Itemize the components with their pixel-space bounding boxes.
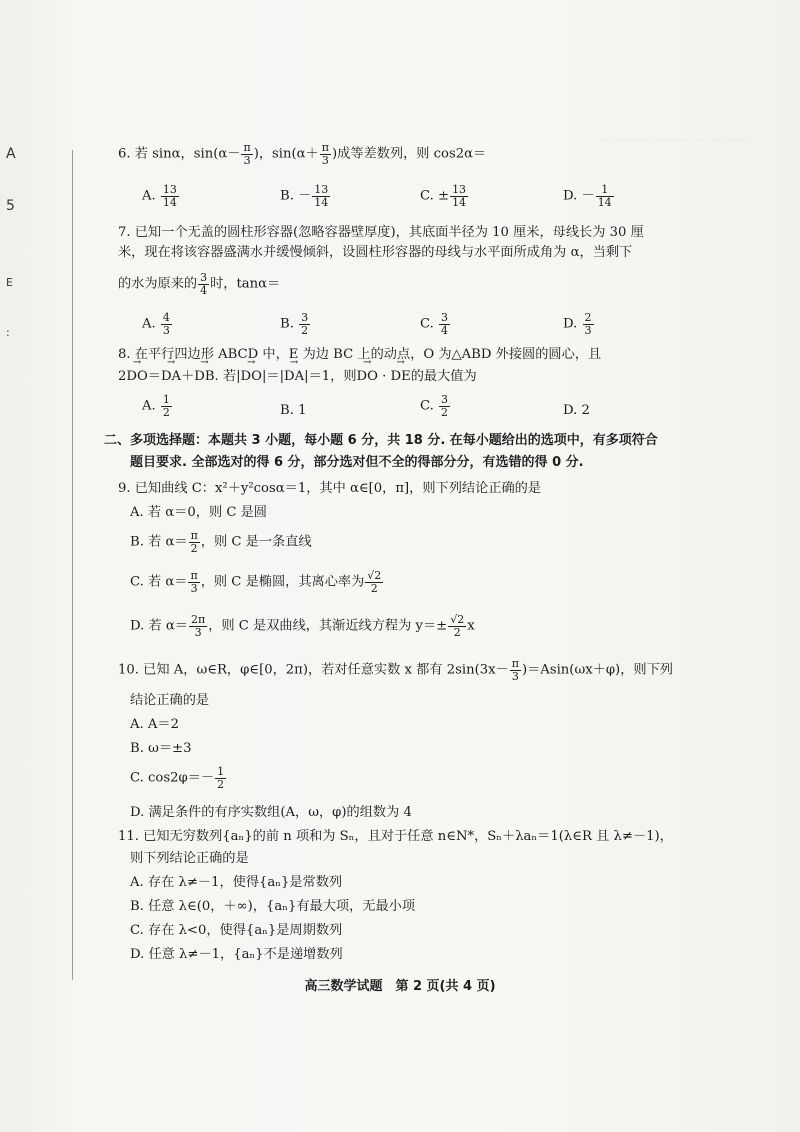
q7-text-b: 时，tanα＝ <box>210 276 281 292</box>
vector-do: → DO <box>126 368 147 386</box>
q9-opt-c-frac <box>188 570 199 594</box>
page-footer: 高三数学试题 第 2 页(共 4 页) <box>304 979 496 994</box>
q6-frac-2-num: π <box>321 141 329 154</box>
q6-opt-b-label: B. － <box>280 188 312 204</box>
q6-opt-a-label: A. <box>142 188 156 204</box>
q7-opt-a-num: 4 <box>162 311 170 324</box>
vector-da-2: → DA <box>284 368 304 386</box>
q9-opt-d-frac-2 <box>448 614 466 638</box>
q10-opt-c-den: 2 <box>217 777 225 791</box>
q10-text-a: 10. 已知 A，ω∈R，φ∈[0，2π)，若对任意实数 x 都有 2sin(3x－ <box>118 662 509 678</box>
question-9-stem: 9. 已知曲线 C：x²＋y²cosα＝1，其中 α∈[0，π]，则下列结论正确的是 <box>118 481 542 496</box>
q6-opt-a-frac <box>161 184 179 208</box>
q8-text-d: . 若| <box>214 369 241 384</box>
section-2-heading: 二、多项选择题：本题共 3 小题，每小题 6 分，共 18 分. 在每小题给出的选项中，有多项符合 <box>104 433 658 448</box>
bleed-through <box>600 140 750 181</box>
q8-option-c <box>420 394 451 418</box>
q10-option-c <box>130 766 227 790</box>
q6-opt-b-den: 14 <box>314 195 329 209</box>
q6-frac-1-num: π <box>243 141 251 154</box>
question-7-line-2: 米，现在将该容器盛满水并缓慢倾斜，设圆柱形容器的母线与水平面所成角为 α，当剩下 <box>118 245 633 260</box>
q10-opt-c-text: C. cos2φ＝－ <box>130 770 215 786</box>
question-6-stem <box>118 142 486 166</box>
q11-option-d: D. 任意 λ≠－1，{aₙ}不是递增数列 <box>130 947 343 962</box>
q9-opt-b-den: 2 <box>190 541 198 555</box>
q8-option-d: D. 2 <box>563 403 590 418</box>
q7-opt-d-frac <box>583 312 594 336</box>
q10-opt-c-frac <box>215 766 226 790</box>
q7-text-a: 的水为原来的 <box>118 276 198 292</box>
q10-frac-den: 3 <box>511 669 519 683</box>
q8-opt-a-label: A. <box>142 398 156 414</box>
q7-opt-c-label: C. <box>420 316 434 332</box>
margin-mark-5: 5 <box>6 198 15 214</box>
q8-opt-a-den: 2 <box>162 405 170 419</box>
q8-text-c: ＋ <box>181 369 195 384</box>
q7-opt-c-num: 3 <box>441 311 449 324</box>
q7-opt-a-den: 3 <box>162 323 170 337</box>
q8-text-e: |＝| <box>261 369 285 384</box>
q6-frac-2 <box>320 142 331 166</box>
question-7-line-1: 7. 已知一个无盖的圆柱形容器(忽略容器壁厚度)，其底面半径为 10 厘米，母线长为 30 厘 <box>118 225 644 240</box>
q7-opt-c-den: 4 <box>441 323 449 337</box>
q8-opt-c-label: C. <box>420 398 434 414</box>
q8-text-f: |＝1，则 <box>304 369 357 384</box>
q7-option-b <box>280 312 311 336</box>
question-8-line-2 <box>118 368 477 386</box>
q6-opt-c-label: C. ± <box>420 188 450 204</box>
q6-opt-c-num: 13 <box>452 183 467 196</box>
q9-opt-d-text-b: ，则 C 是双曲线，其渐近线方程为 y＝± <box>208 618 448 634</box>
q11-option-a: A. 存在 λ≠－1，使得{aₙ}是常数列 <box>130 875 343 890</box>
binding-line <box>72 150 73 980</box>
q9-opt-d-den: 3 <box>194 625 202 639</box>
q7-frac-num: 3 <box>200 271 208 284</box>
q9-opt-d-text-a: D. 若 α＝ <box>130 618 188 634</box>
q8-text-g: · <box>377 369 391 384</box>
vector-db: → DB <box>194 368 214 386</box>
q6-opt-d-num: 1 <box>596 184 614 197</box>
q9-option-d <box>130 614 475 638</box>
q9-opt-c-num: π <box>190 569 198 582</box>
q8-text-a: 2 <box>118 369 127 384</box>
q9-opt-c-frac-2 <box>365 570 383 594</box>
q7-opt-b-frac <box>299 312 310 336</box>
q9-opt-d-num-2: √2 <box>450 613 465 626</box>
q7-opt-a-frac <box>161 312 172 336</box>
q7-opt-b-num: 3 <box>301 311 309 324</box>
q6-text-b: )，sin(α＋ <box>253 146 319 162</box>
vector-do-3: → DO <box>357 368 378 386</box>
q7-opt-d-label: D. <box>563 316 578 332</box>
margin-mark-colon: : <box>6 326 10 339</box>
q10-option-a: A. A＝2 <box>130 717 180 732</box>
vector-da: → DA <box>161 368 181 386</box>
question-10-line-2: 结论正确的是 <box>130 693 210 708</box>
q8-opt-c-frac <box>439 394 450 418</box>
q9-opt-c-den-2: 2 <box>370 581 378 595</box>
q6-frac-1-den: 3 <box>243 153 251 167</box>
q8-text-h: 的最大值为 <box>410 369 477 384</box>
q10-frac <box>510 658 521 682</box>
q6-opt-d-den: 14 <box>597 195 612 209</box>
q9-opt-d-den-2: 2 <box>453 625 461 639</box>
question-7-line-3 <box>118 272 280 296</box>
q7-option-c <box>420 312 451 336</box>
q7-opt-d-num: 2 <box>584 311 592 324</box>
question-10-stem <box>118 658 673 682</box>
q9-opt-b-text-b: ，则 C 是一条直线 <box>200 534 312 550</box>
q6-option-d <box>563 184 615 208</box>
q9-opt-c-text-a: C. 若 α＝ <box>130 574 188 590</box>
q8-opt-c-den: 2 <box>441 405 449 419</box>
q8-opt-a-frac <box>161 394 172 418</box>
q7-opt-a-label: A. <box>142 316 156 332</box>
q8-opt-a-num: 1 <box>162 393 170 406</box>
q9-option-b <box>130 530 312 554</box>
section-2-instructions: 题目要求. 全部选对的得 6 分，部分选对但不全的得部分分，有选错的得 0 分. <box>130 455 584 470</box>
q9-opt-d-text-c: x <box>467 618 475 634</box>
q9-opt-c-text-b: ，则 C 是椭圆，其离心率为 <box>200 574 365 590</box>
question-8-line-1: 8. 在平行四边形 ABCD 中，E 为边 BC 上的动点，O 为△ABD 外接圆的圆心，且 <box>118 347 602 362</box>
q6-opt-d-frac <box>596 184 614 208</box>
q6-opt-c-den: 14 <box>452 195 467 209</box>
q9-opt-b-num: π <box>190 529 198 542</box>
margin-mark-e: E <box>6 276 13 289</box>
q6-option-c <box>420 184 469 208</box>
q9-option-c <box>130 570 384 594</box>
q6-opt-d-label: D. － <box>563 188 595 204</box>
q9-opt-b-frac <box>189 530 200 554</box>
q10-text-b: )＝Asin(ωx＋φ)，则下列 <box>521 662 673 678</box>
vector-do-2: → DO <box>241 368 262 386</box>
q7-frac <box>198 272 209 296</box>
q6-opt-c-frac <box>450 184 468 208</box>
q9-opt-d-num: 2π <box>190 613 206 626</box>
q7-option-a <box>142 312 173 336</box>
q8-opt-c-num: 3 <box>441 393 449 406</box>
q9-opt-c-den: 3 <box>190 581 198 595</box>
q7-opt-b-den: 2 <box>301 323 309 337</box>
q6-opt-b-frac <box>312 184 330 208</box>
q6-frac-1 <box>241 142 252 166</box>
q6-frac-2-den: 3 <box>321 153 329 167</box>
q6-option-a <box>142 184 180 208</box>
q7-opt-b-label: B. <box>280 316 294 332</box>
question-11-line-1: 11. 已知无穷数列{aₙ}的前 n 项和为 Sₙ，且对于任意 n∈N*，Sₙ＋λaₙ＝1(λ∈R 且 λ≠－1)， <box>118 829 673 844</box>
q10-frac-num: π <box>511 657 519 670</box>
q11-option-b: B. 任意 λ∈(0，＋∞)，{aₙ}有最大项，无最小项 <box>130 899 416 914</box>
q9-opt-d-frac <box>189 614 207 638</box>
q6-opt-a-den: 14 <box>162 195 177 209</box>
q6-opt-a-num: 13 <box>162 183 177 196</box>
q6-text-a: 6. 若 sinα，sin(α－ <box>118 146 241 162</box>
q10-option-d: D. 满足条件的有序实数组(A，ω，φ)的组数为 4 <box>130 805 412 820</box>
q8-option-b: B. 1 <box>280 403 307 418</box>
question-11-line-2: 则下列结论正确的是 <box>130 851 249 866</box>
q9-opt-c-num-2: √2 <box>367 569 382 582</box>
margin-mark-a: A <box>6 146 16 162</box>
q7-frac-den: 4 <box>200 283 208 297</box>
q9-opt-b-text-a: B. 若 α＝ <box>130 534 188 550</box>
vector-de: → DE <box>391 368 411 386</box>
q7-option-d <box>563 312 595 336</box>
q9-option-a: A. 若 α＝0，则 C 是圆 <box>130 505 267 520</box>
q10-option-b: B. ω＝±3 <box>130 741 192 756</box>
q8-text-b: ＝ <box>147 369 161 384</box>
q8-option-a <box>142 394 173 418</box>
q10-opt-c-num: 1 <box>217 765 225 778</box>
q6-text-c: )成等差数列，则 cos2α＝ <box>331 146 487 162</box>
q6-option-b <box>280 184 331 208</box>
q11-option-c: C. 存在 λ<0，使得{aₙ}是周期数列 <box>130 923 343 938</box>
q7-opt-d-den: 3 <box>584 323 592 337</box>
q7-opt-c-frac <box>439 312 450 336</box>
q6-opt-b-num: 13 <box>314 183 329 196</box>
